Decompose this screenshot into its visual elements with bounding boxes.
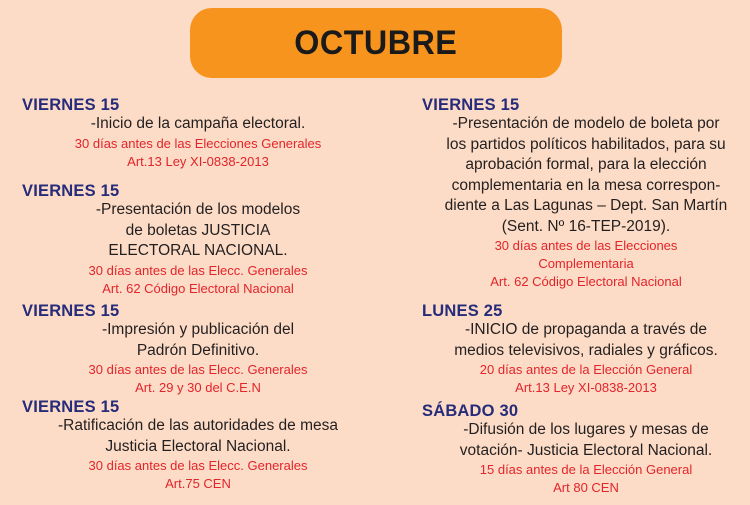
entry-description: -Presentación de los modelos: [95, 201, 301, 218]
entry-description: complementaria en la mesa correspon-: [451, 176, 721, 194]
calendar-entry: [22, 302, 374, 398]
entry-description: Padrón Definitivo.: [136, 341, 260, 359]
entry-note: Art. 62 Código Electoral Nacional: [490, 274, 682, 289]
calendar-entry: [22, 182, 374, 302]
right-column: [422, 96, 750, 502]
entry-note: Complementaria: [538, 256, 634, 271]
entry-description: de boletas JUSTICIA: [125, 221, 271, 239]
entry-note: Art 80 CEN: [553, 480, 619, 495]
entry-date: VIERNES 15: [22, 182, 120, 200]
entry-description: -Impresión y publicación del: [101, 321, 295, 338]
calendar-entry: [422, 96, 750, 302]
entry-date: VIERNES 15: [22, 398, 120, 416]
entry-description: -INICIO de propaganda a través de: [464, 321, 708, 338]
entry-note: 15 días antes de la Elección General: [479, 462, 693, 477]
entry-note: Art.75 CEN: [165, 476, 231, 491]
month-title: OCTUBRE: [294, 23, 458, 62]
left-column: [22, 96, 374, 498]
entry-description: -Ratificación de las autoridades de mesa: [57, 417, 338, 434]
entry-description: -Difusión de los lugares y mesas de: [463, 421, 709, 438]
entry-description: medios televisivos, radiales y gráficos.: [454, 341, 718, 359]
calendar-entry: [22, 398, 374, 498]
entry-description: aprobación formal, para la elección: [465, 156, 707, 173]
calendar-entry: [422, 402, 750, 502]
entry-note: 30 días antes de las Elecc. Generales: [88, 362, 308, 377]
entry-description: -Presentación de modelo de boleta por: [452, 115, 720, 132]
entry-note: 30 días antes de las Elecc. Generales: [88, 262, 308, 278]
entry-description: (Sent. Nº 16-TEP-2019).: [501, 217, 671, 235]
entry-note: 30 días antes de las Elecciones: [494, 238, 678, 253]
entry-description: diente a Las Lagunas – Dept. San Martín: [444, 197, 728, 214]
entry-note: Art.13 Ley XI-0838-2013: [515, 380, 657, 395]
entry-note: 30 días antes de las Elecciones Generales: [74, 135, 322, 151]
entry-note: Art.13 Ley XI-0838-2013: [127, 153, 269, 169]
entry-description: ELECTORAL NACIONAL.: [108, 242, 288, 259]
entry-date: VIERNES 15: [422, 96, 520, 114]
entry-note: Art. 62 Código Electoral Nacional: [102, 280, 294, 296]
calendar-entry: [422, 302, 750, 402]
entry-note: Art. 29 y 30 del C.E.N: [135, 380, 261, 395]
entry-date: LUNES 25: [422, 302, 503, 320]
calendar-entry: [22, 96, 374, 182]
entry-description: votación- Justicia Electoral Nacional.: [459, 441, 713, 459]
entry-date: SÁBADO 30: [422, 402, 519, 420]
entry-description: -Inicio de la campaña electoral.: [90, 115, 306, 132]
entry-date: VIERNES 15: [22, 302, 120, 320]
entry-description: los partidos políticos habilitados, para su: [446, 135, 726, 153]
entry-note: 20 días antes de la Elección General: [479, 362, 693, 377]
entry-date: VIERNES 15: [22, 96, 120, 114]
month-title-banner: [190, 8, 562, 78]
entry-note: 30 días antes de las Elecc. Generales: [88, 458, 308, 473]
entry-description: Justicia Electoral Nacional.: [105, 437, 291, 455]
